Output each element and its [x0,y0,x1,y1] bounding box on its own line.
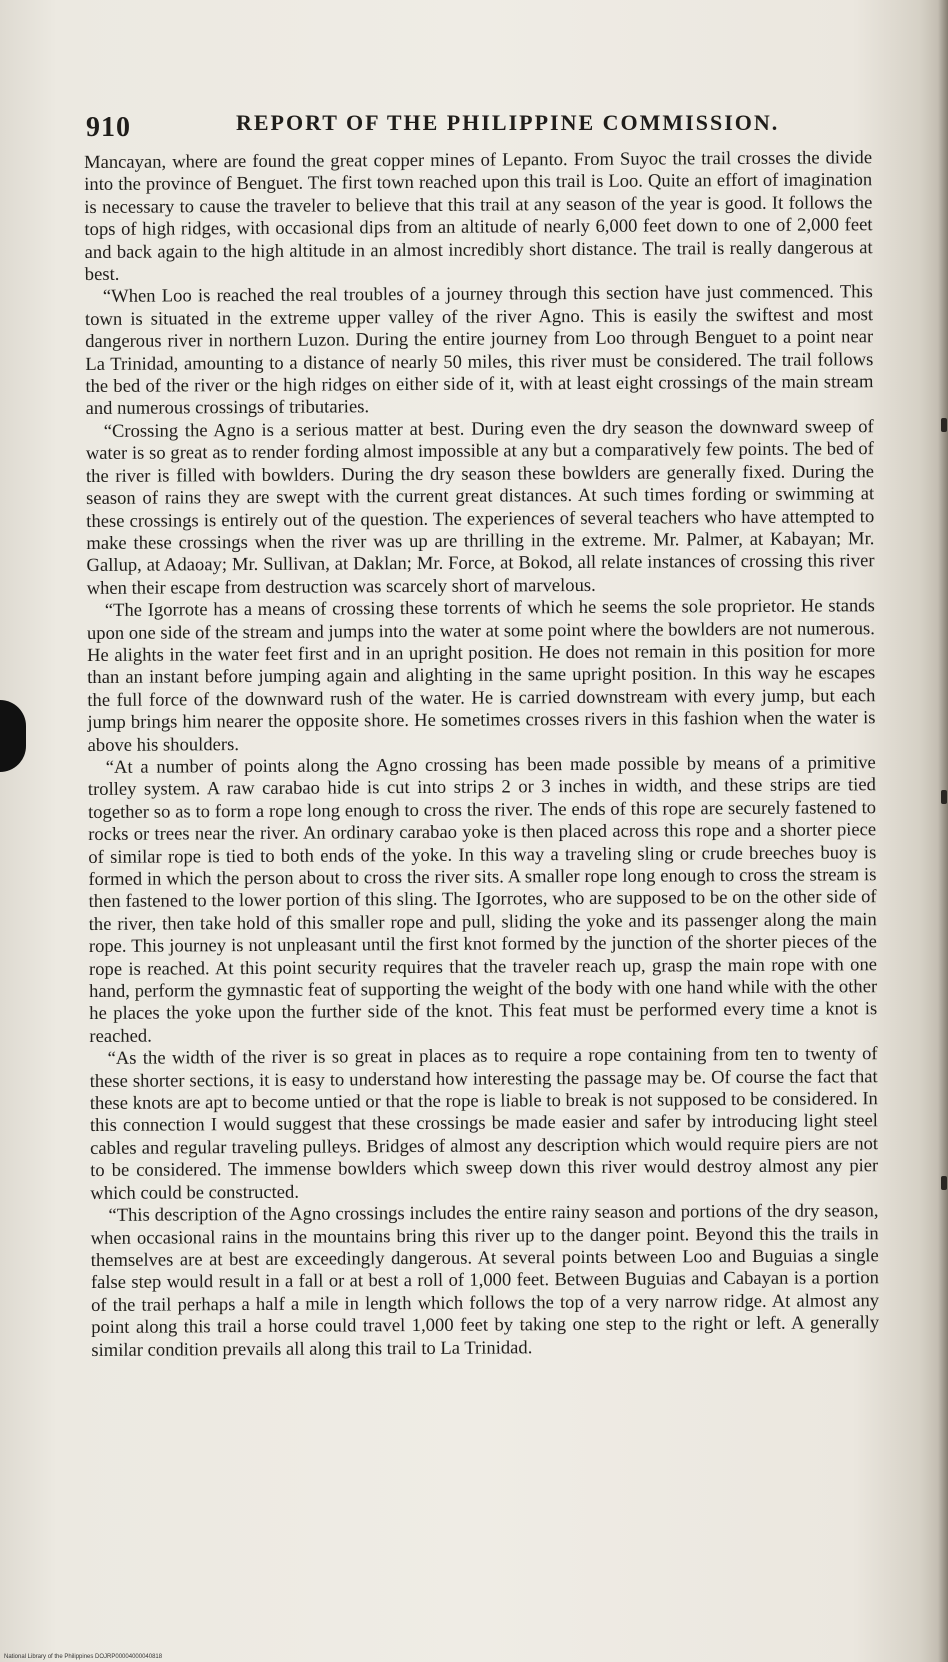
paragraph: “Crossing the Agno is a serious matter at best. During even the dry season the downward sweep of water is so great as to render fording almost impossible at any but a comparatively few points. The bed of the river is filled with bowlders. During the dry season these bowlders are generally fixed. During the season of rains they are swept with the current great distances. At such times fording or swimming at these crossings is entirely out of the question. The experiences of several teachers who have attempted to make these crossings when the river was up are thrilling in the extreme. Mr. Palmer, at Kabayan; Mr. Gallup, at Adaoay; Mr. Sullivan, at Daklan; Mr. Force, at Bokod, all relate instances of crossing this river when their escape from destruction was scarcely short of marvelous. [85,416,875,599]
margin-mark [941,790,947,804]
paragraph: “At a number of points along the Agno crossing has been made possible by means of a primitive trolley system. A raw carabao hide is cut into strips 2 or 3 inches in width, and these strips are tied together so as to form a rope long enough to cross the river. The ends of this rope are securely fastened to rocks or trees near the river. An ordinary carabao yoke is then placed across this rope and a shorter piece of similar rope is tied to both ends of the yoke. In this way a traveling sling or crude breeches buoy is formed in which the person about to cross the river sits. A smaller rope long enough to cross the stream is then fastened to the lower portion of this sling. The Igorrotes, who are supposed to be on the other side of the river, then take hold of this smaller rope and pull, sliding the yoke and its passenger along the main rope. This journey is not unpleasant until the first knot formed by the junction of the shorter pieces of the rope is reached. At this point security requires that the traveler reach up, grasp the main rope with one hand, perform the gymnastic feat of supporting the weight of the body with one hand while with the other he places the yoke upon the further side of the knot. This feat must be performed every time a knot is reached. [87,752,878,1047]
binding-hole-mark [0,700,26,772]
margin-mark [941,1176,947,1190]
page-edge-shadow [938,0,948,1662]
paragraph: Mancayan, where are found the great copper mines of Lepanto. From Suyoc the trail crosses the divide into the province of Benguet. The first town reached upon this trail is Loo. Quite an effort of imagination is necessary to cause the traveler to believe that this trail at any season of the year is good. It follows the tops of high ridges, with occasional dips from an altitude of nearly 6,000 feet down to one of 2,000 feet and back again to the high altitude in an almost incredibly short distance. The trail is really dangerous at best. [84,147,873,286]
margin-mark [941,418,947,432]
paragraph: “When Loo is reached the real troubles of a journey through this section have just commenced. This town is situated in the extreme upper valley of the river Agno. This is easily the swiftest and most dangerous river in northern Luzon. During the entire journey from Loo through Benguet to a point near La Trinidad, amounting to a distance of nearly 50 miles, this river must be considered. The trail follows the bed of the river or the high ridges on either side of it, with at least eight crossings of the main stream and numerous crossings of tributaries. [84,281,874,420]
running-title: REPORT OF THE PHILIPPINE COMMISSION. [236,110,780,135]
paragraph: “As the width of the river is so great in places as to require a rope containing from ten to twenty of these shorter sections, it is easy to understand how interesting the passage may be. Of course the fact that these knots are apt to become untied or that the rope is liable to break is not supposed to be considered. In this connection I would suggest that these crossings be made easier and safer by introducing light steel cables and regular traveling pulleys. Bridges of almost any description which would require piers are not to be considered. The immense bowlders which sweep down this river would destroy almost any pier which could be constructed. [89,1043,879,1204]
paragraph: “The Igorrote has a means of crossing these torrents of which he seems the sole proprietor. He stands upon one side of the stream and jumps into the water at some point where the bowlders are not numerous. He alights in the water feet first and in an upright position. He does not remain in this position for more than an instant before jumping again and alighting in the same upright position. In this way he escapes the full force of the downward rush of the water. He is carried downstream with every jump, but each jump brings him nearer the opposite shore. He sometimes crosses rivers in this fashion when the water is above his shoulders. [86,595,876,756]
page-header [86,104,866,144]
archive-stamp: National Library of the Philippines DOJRP00004000040818 [4,1654,163,1660]
body-text [84,147,879,1362]
page-number: 910 [86,112,131,143]
paragraph: “This description of the Agno crossings includes the entire rainy season and portions of the dry season, when occasional rains in the mountains bring this river up to the danger point. Beyond this the trails in themselves are at best are exceedingly dangerous. At several points between Loo and Buguias a single false step would result in a fall or at best a roll of 1,000 feet. Between Buguias and Cabayan is a portion of the trail perhaps a half a mile in length which follows the top of a very narrow ridge. At almost any point along this trail a horse could travel 1,000 feet by taking one step to the right or left. A generally similar condition prevails all along this trail to La Trinidad. [90,1200,880,1361]
